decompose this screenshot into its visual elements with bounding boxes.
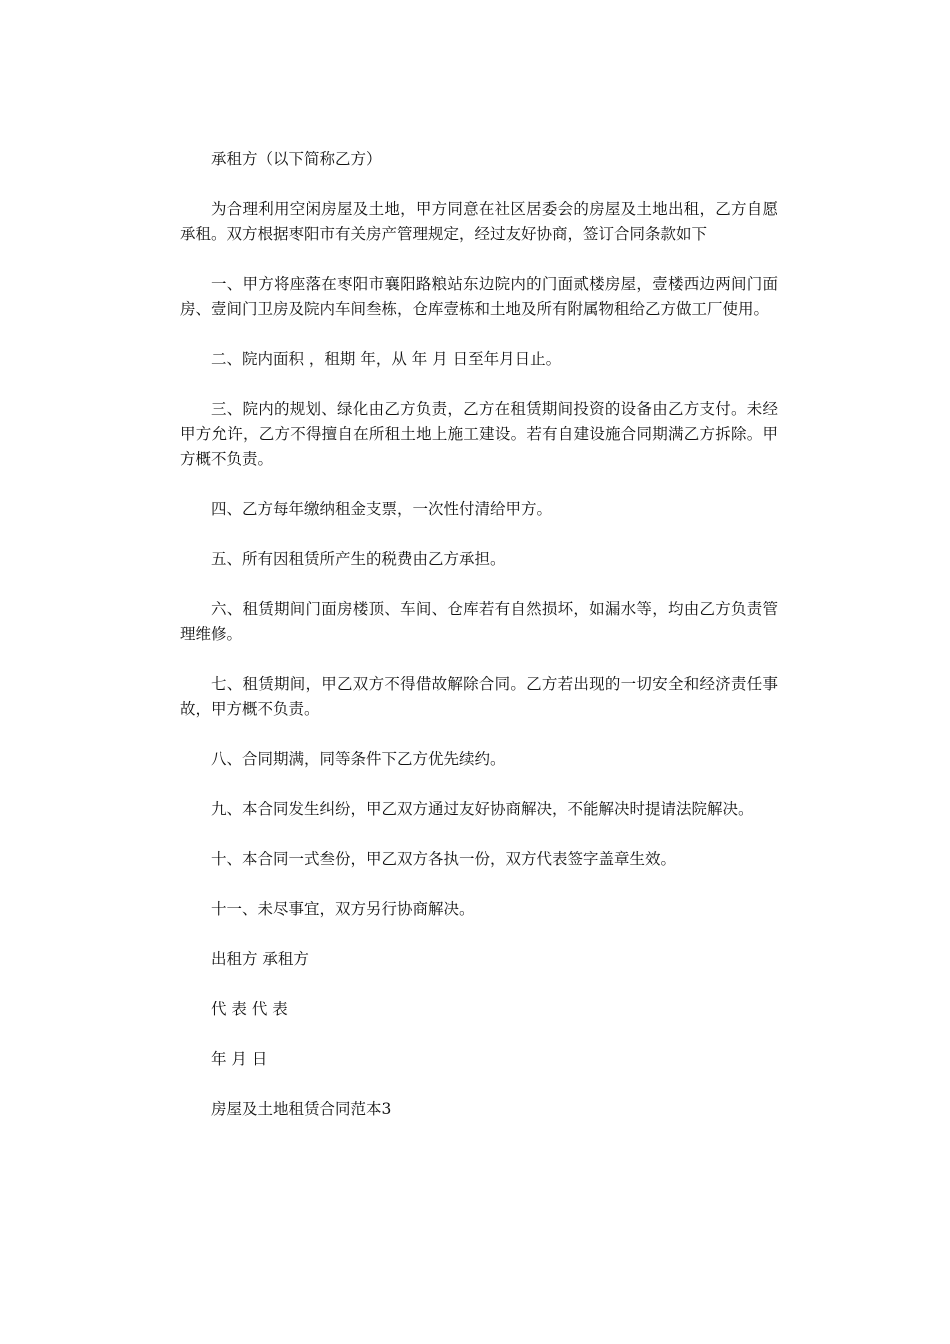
paragraph-lessee-header: 承租方（以下简称乙方） (211, 150, 382, 168)
clause-6: 六、租赁期间门面房楼顶、车间、仓库若有自然损坏，如漏水等，均由乙方负责管理维修。 (180, 600, 778, 643)
clause-10: 十、本合同一式叁份，甲乙双方各执一份，双方代表签字盖章生效。 (211, 850, 677, 868)
signature-date: 年 月 日 (211, 1050, 268, 1068)
clause-5: 五、所有因租赁所产生的税费由乙方承担。 (211, 550, 506, 568)
signature-representatives: 代 表 代 表 (211, 1000, 288, 1018)
document-body (180, 147, 778, 1147)
clause-1: 一、甲方将座落在枣阳市襄阳路粮站东边院内的门面贰楼房屋，壹楼西边两间门面房、壹间门卫房及院内车间叁栋，仓库壹栋和土地及所有附属物租给乙方做工厂使用。 (180, 275, 778, 318)
clause-9: 九、本合同发生纠纷，甲乙双方通过友好协商解决，不能解决时提请法院解决。 (211, 800, 754, 818)
clause-7: 七、租赁期间，甲乙双方不得借故解除合同。乙方若出现的一切安全和经济责任事故，甲方概不负责。 (180, 675, 778, 718)
next-contract-title: 房屋及土地租赁合同范本3 (211, 1100, 392, 1118)
clause-8: 八、合同期满，同等条件下乙方优先续约。 (211, 750, 506, 768)
signature-parties: 出租方 承租方 (211, 950, 309, 968)
paragraph-preamble: 为合理利用空闲房屋及土地，甲方同意在社区居委会的房屋及土地出租，乙方自愿承租。双方根据枣阳市有关房产管理规定，经过友好协商，签订合同条款如下 (180, 200, 778, 243)
clause-2: 二、院内面积 ，租期 年，从 年 月 日至年月日止。 (211, 350, 562, 368)
clause-4: 四、乙方每年缴纳租金支票，一次性付清给甲方。 (211, 500, 553, 518)
clause-11: 十一、未尽事宜，双方另行协商解决。 (211, 900, 475, 918)
clause-3: 三、院内的规划、绿化由乙方负责，乙方在租赁期间投资的设备由乙方支付。未经甲方允许，乙方不得擅自在所租土地上施工建设。若有自建设施合同期满乙方拆除。甲方概不负责。 (180, 400, 778, 468)
